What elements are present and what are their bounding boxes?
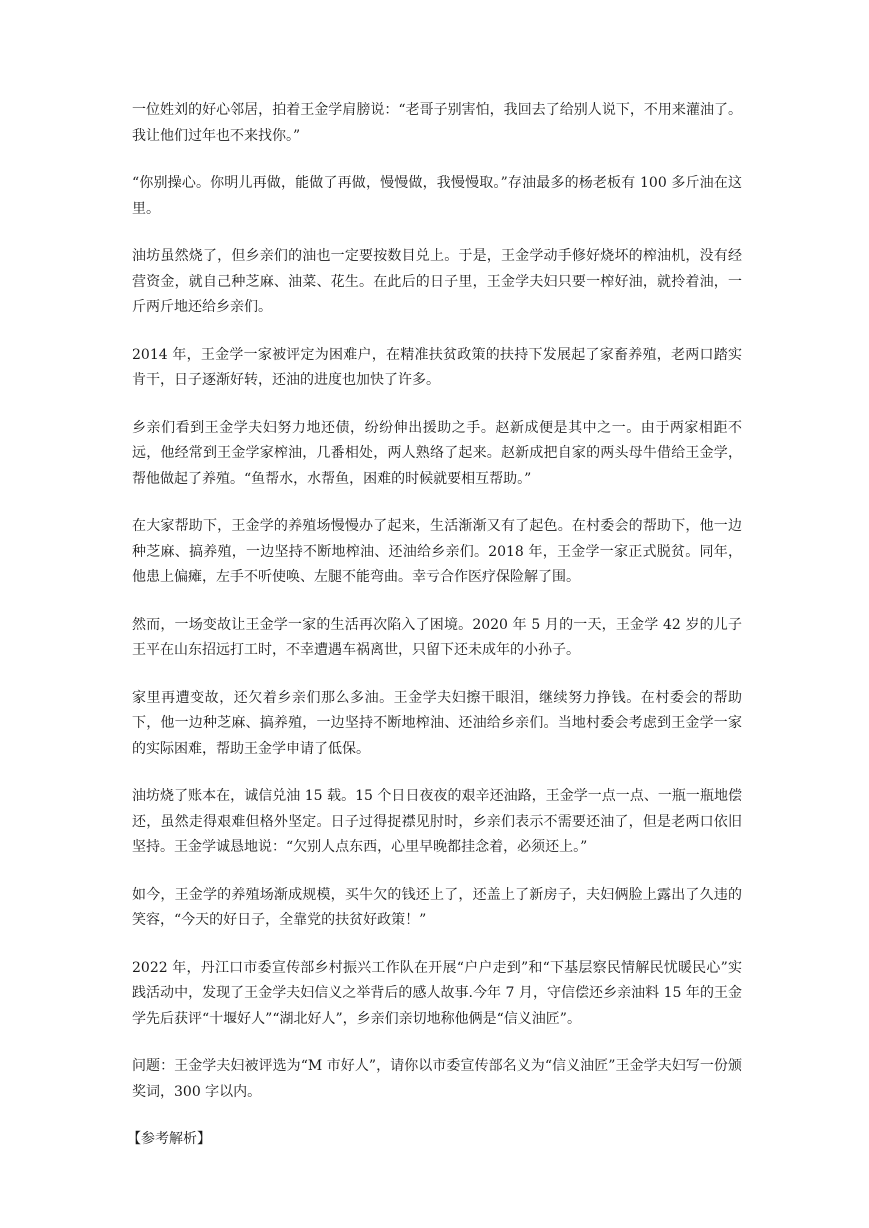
- paragraph-today: 如今，王金学的养殖场渐成规模，买牛欠的钱还上了，还盖上了新房子，夫妇俩脸上露出了久违的笑容，“今天的好日子，全靠党的扶贫好政策！”: [132, 886, 742, 928]
- paragraph-zhao-xincheng: 乡亲们看到王金学夫妇努力地还债，纷纷伸出援助之手。赵新成便是其中之一。由于两家相距不远，他经常到王金学家榨油，几番相处，两人熟络了起来。赵新成把自家的两头母牛借给王金学，帮他做起了养殖。“鱼帮水，水帮鱼，困难的时候就要相互帮助。”: [132, 419, 742, 487]
- paragraph-2018: 在大家帮助下，王金学的养殖场慢慢办了起来，生活渐渐又有了起色。在村委会的帮助下，他一边种芝麻、搞养殖，一边坚持不断地榨油、还油给乡亲们。2018 年，王金学一家正式脱贫。同年，他患上偏瘫，左手不听使唤、左腿不能弯曲。幸亏合作医疗保险解了围。: [132, 518, 742, 585]
- paragraph-2020: 然而，一场变故让王金学一家的生活再次陷入了困境。2020 年 5 月的一天，王金学 42 岁的儿子王平在山东招远打工时，不幸遭遇车祸离世，只留下还未成年的小孙子。: [132, 616, 742, 658]
- paragraph-15-years: 油坊烧了账本在，诚信兑油 15 载。15 个日日夜夜的艰辛还油路，王金学一点一点、一瓶一瓶地偿还，虽然走得艰难但格外坚定。日子过得捉襟见肘时，乡亲们表示不需要还油了，但是老两口依旧坚持。王金学诚恳地说：“欠别人点东西，心里早晚都挂念着，必须还上。”: [132, 788, 742, 855]
- paragraph-repair-press: 油坊虽然烧了，但乡亲们的油也一定要按数目兑上。于是，王金学动手修好烧坏的榨油机，没有经营资金，就自己种芝麻、油菜、花生。在此后的日子里，王金学夫妇只要一榨好油，就拎着油，一斤两斤地还给乡亲们。: [132, 248, 742, 315]
- paragraph-neighbor-liu: 一位姓刘的好心邻居，拍着王金学肩膀说：“老哥子别害怕，我回去了给别人说下，不用来灌油了。我让他们过年也不来找你。”: [132, 102, 742, 144]
- answer-heading: 【参考解析】: [127, 1131, 211, 1147]
- document-page: [127, 98, 742, 1153]
- paragraph-2014: 2014 年，王金学一家被评定为困难户，在精准扶贫政策的扶持下发展起了家畜养殖，老两口踏实肯干，日子逐渐好转，还油的进度也加快了许多。: [132, 346, 742, 388]
- paragraph-boss-yang: “你别操心。你明儿再做，能做了再做，慢慢做，我慢慢取。”存油最多的杨老板有 100 多斤油在这里。: [132, 175, 742, 217]
- question-paragraph: 问题：王金学夫妇被评选为“M 市好人”，请你以市委宣传部名义为“信义油匠”王金学夫妇写一份颁奖词，300 字以内。: [132, 1058, 742, 1100]
- paragraph-low-income-aid: 家里再遭变故，还欠着乡亲们那么多油。王金学夫妇擦干眼泪，继续努力挣钱。在村委会的帮助下，他一边种芝麻、搞养殖，一边坚持不断地榨油、还油给乡亲们。当地村委会考虑到王金学一家的实际困难，帮助王金学申请了低保。: [132, 689, 742, 757]
- paragraph-2022: 2022 年，丹江口市委宣传部乡村振兴工作队在开展“户户走到”和“下基层察民情解民忧暖民心”实践活动中，发现了王金学夫妇信义之举背后的感人故事.今年 7 月，守信偿还乡亲油料 15 年的王金学先后获评“十堰好人”“湖北好人”，乡亲们亲切地称他俩是“信义油匠”。: [132, 959, 742, 1027]
